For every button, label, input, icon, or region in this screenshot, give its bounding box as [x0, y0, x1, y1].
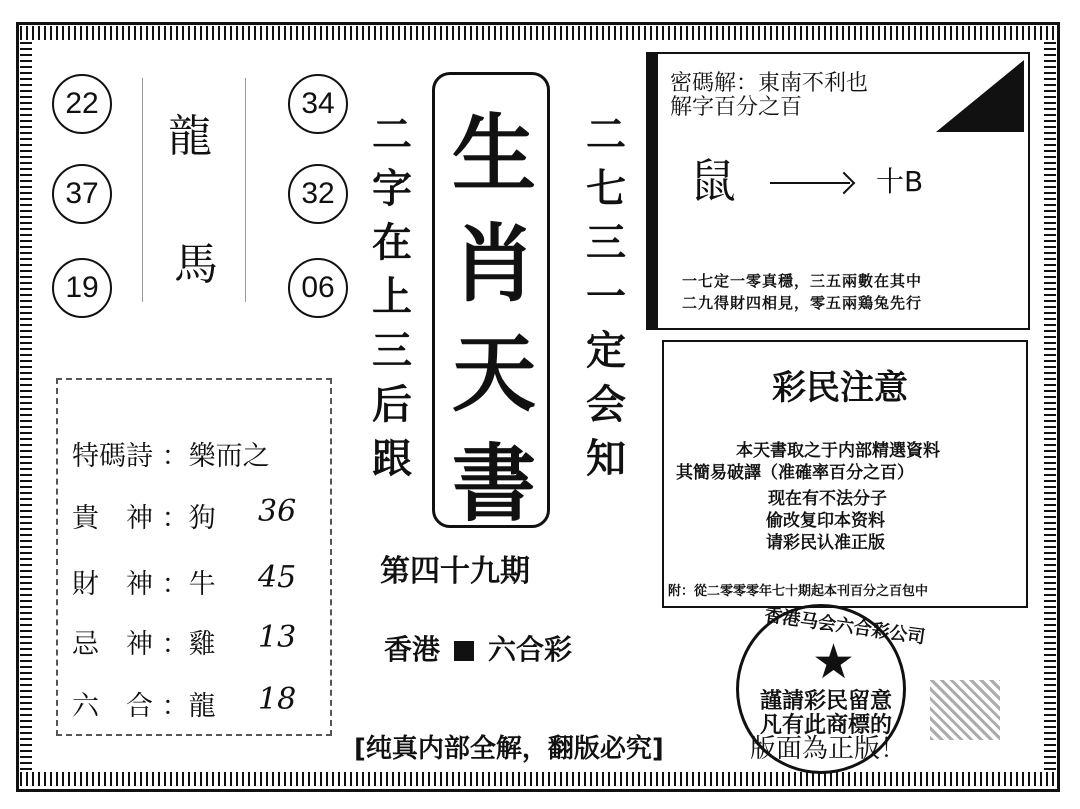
- print-smudge: [930, 680, 1000, 740]
- notice-title: 彩民注意: [772, 368, 908, 408]
- arrow-right-icon: [770, 182, 850, 184]
- poem-row: 特碼詩 ：樂而之: [72, 441, 270, 472]
- vertical-char: 跟: [372, 436, 412, 482]
- right-vertical-text: [578, 108, 634, 486]
- zodiac-horse: 馬: [174, 239, 218, 290]
- seal-line-1: 謹請彩民留意: [760, 689, 893, 714]
- star-icon: ★: [812, 634, 856, 690]
- number-circle: 37: [52, 164, 112, 224]
- title-char: 書: [451, 434, 536, 533]
- notice-line: 请彩民认准正版: [766, 533, 885, 553]
- vertical-char: 知: [586, 436, 626, 482]
- notice-line: 其簡易破譯（准確率百分之百）: [676, 463, 914, 483]
- border-pattern-left: [20, 40, 32, 770]
- notice-footnote: 附：從二零零零年七十期起本刊百分之百包中: [668, 584, 929, 599]
- vertical-char: 七: [586, 166, 626, 212]
- border-pattern-top: [20, 26, 1056, 40]
- notice-line: 本天書取之于内部精選資料: [736, 441, 940, 461]
- vertical-char: 会: [586, 382, 626, 428]
- vertical-char: 后: [372, 382, 412, 428]
- number-circle: 19: [52, 258, 112, 318]
- issue-number: 第四十九期: [380, 554, 530, 589]
- number-circle: 06: [288, 258, 348, 318]
- brand: [384, 628, 572, 668]
- vertical-char: 三: [372, 328, 412, 374]
- vertical-char: 二: [586, 112, 626, 158]
- vertical-char: 在: [372, 220, 412, 266]
- border-pattern-bottom: [20, 772, 1056, 786]
- vertical-char: 定: [586, 328, 626, 374]
- zodiac-dragon: 龍: [168, 111, 212, 162]
- number-circle: 22: [52, 74, 112, 134]
- number-circle: 34: [288, 74, 348, 134]
- poem-value: 36: [258, 494, 297, 529]
- poem-row: 財 神 ：牛: [72, 569, 216, 600]
- mouse-char: 鼠: [690, 154, 736, 208]
- brand-lottery: 六合彩: [488, 633, 573, 666]
- title-char: 生: [451, 104, 536, 203]
- code-answer: 十B: [876, 165, 924, 198]
- number-circle: 32: [288, 164, 348, 224]
- footer-slogan: [纯真内部全解，翻版必究]: [354, 734, 664, 764]
- title-char: 天: [451, 324, 536, 423]
- vertical-char: 上: [372, 274, 412, 320]
- poem-value: 18: [258, 682, 297, 717]
- poem-row: 六 合 ：龍: [72, 691, 216, 722]
- seal-arc-text: 香港马会六合彩公司: [763, 604, 927, 649]
- footer-tail: 版面為正版！: [750, 734, 907, 764]
- vertical-char: 三: [586, 220, 626, 266]
- code-line-1: 密碼解：東南不利也: [670, 71, 869, 96]
- left-vertical-text: [364, 108, 420, 486]
- brand-hongkong: 香港: [384, 633, 441, 666]
- title-box: [432, 72, 550, 533]
- title-char: 肖: [451, 214, 536, 313]
- vertical-char: 二: [372, 112, 412, 158]
- seal-line-2: 凡有此商標的: [760, 713, 893, 738]
- poem-value: 45: [258, 560, 297, 595]
- square-icon: [454, 641, 474, 661]
- poem-row: 忌 神 ：雞: [72, 629, 216, 660]
- triangle-icon: [936, 60, 1024, 132]
- vertical-char: 一: [586, 274, 626, 320]
- notice-line: 现在有不法分子: [768, 489, 887, 509]
- riddle-line-1: 一七定一零真穩，三五兩數在其中: [682, 272, 923, 290]
- border-pattern-right: [1044, 40, 1056, 770]
- poem-row: 貴 神 ：狗: [72, 503, 216, 534]
- riddle-line-2: 二九得財四相見，零五兩鶏兔先行: [682, 294, 923, 312]
- vertical-char: 字: [372, 166, 412, 212]
- poem-value: 13: [258, 620, 297, 655]
- notice-line: 偷改复印本资料: [766, 511, 885, 531]
- code-line-2: 解字百分之百: [670, 95, 803, 120]
